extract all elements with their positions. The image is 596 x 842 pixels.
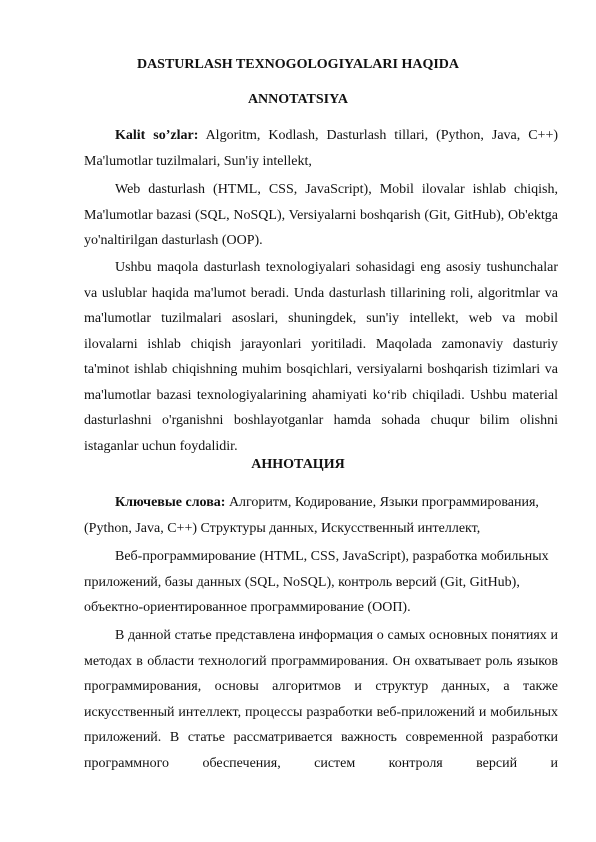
ru-annotation-heading: АННОТАЦИЯ <box>251 457 345 472</box>
uz-keywords-paragraph <box>84 123 558 174</box>
uz-abstract-paragraph: Ushbu maqola dasturlash texnologiyalari sohasidagi eng asosiy tushunchalar va uslublar haqida ma'lumot beradi. Unda dasturlash tillarining roli, algoritmlar va ma'lumotlar tuzilmalari asoslari, shuningdek, sun'iy intellekt, web va mobil ilovalarni ishlab chiqish jarayonlari yoritiladi. Maqolada zamonaviy dasturiy ta'minot ishlab chiqishning muhim bosqichlari, versiyalarni boshqarish tizimlari va ma'lumotlar bazasi texnologiyalarining ahamiyati ko‘rib chiqiladi. Ushbu material dasturlashni o'rganishni boshlayotganlar hamda sohada chuqur bilim olishni istaganlar uchun foydalidir. <box>84 260 558 454</box>
ru-keywords-label: Ключевые слова: <box>115 495 226 510</box>
uz-keywords-text: Algoritm, Kodlash, Dasturlash tillari, (Python, Java, C++) Ma'lumotlar tuzilmalari, Sun'iy intellekt, <box>84 128 559 169</box>
uz-annotation-heading: ANNOTATSIYA <box>247 92 349 107</box>
uz-keywords-paragraph-2: Web dasturlash (HTML, CSS, JavaScript), Mobil ilovalar ishlab chiqish, Ma'lumotlar bazasi (SQL, NoSQL), Versiyalarni boshqarish (Git, GitHub), Ob'ektga yo'naltirilgan dasturlash (OOP). <box>84 182 558 248</box>
ru-keywords-paragraph-2: Веб-программирование (HTML, CSS, JavaScript), разработка мобильных приложений, базы данных (SQL, NoSQL), контроль версий (Git, GitHub), объектно-ориентированное программирование (ООП). <box>84 549 549 615</box>
ru-abstract-paragraph: В данной статье представлена информация о самых основных понятиях и методах в области технологий программирования. Он охватывает роль языков программирования, основы алгоритмов и структур данных, а также искусственный интеллект, процессы разработки веб-приложений и мобильных приложений. В статье рассматривается важность современной разработки программного обеспечения, систем контроля версий и <box>84 628 558 771</box>
ru-keywords-paragraph <box>84 490 558 541</box>
uz-keywords-label: Kalit so’zlar: <box>115 128 199 143</box>
ru-keywords-text: Алгоритм, Кодирование, Языки программирования, (Python, Java, C++) Структуры данных, Искусственный интеллект, <box>84 495 539 536</box>
document-title: DASTURLASH TEXNOGOLOGIYALARI HAQIDA <box>136 57 460 72</box>
